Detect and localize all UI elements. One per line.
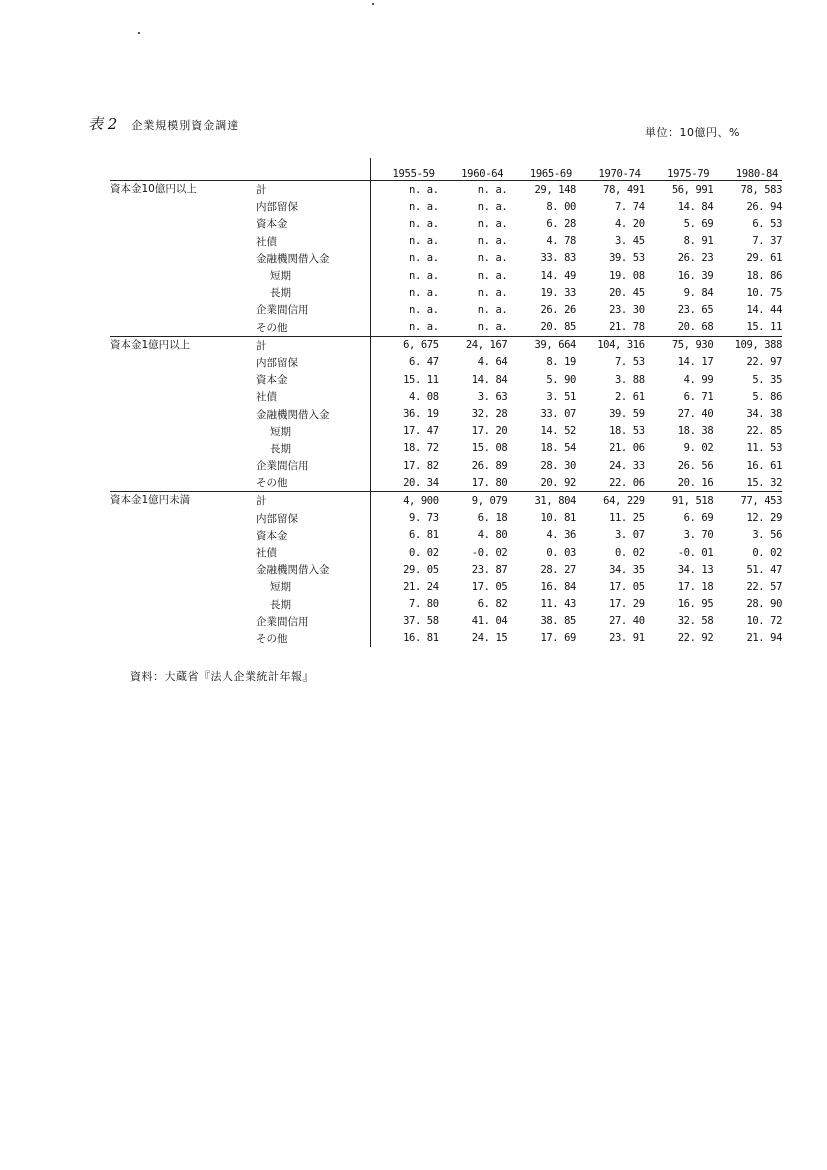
value-cell: n. a. [477, 252, 508, 265]
value-cell: 4, 900 [403, 494, 439, 507]
value-cell: 64, 229 [603, 494, 645, 507]
value-cell: 16. 39 [677, 269, 714, 282]
value-cell: 33. 07 [540, 408, 576, 421]
value-cell: 7. 74 [615, 200, 645, 213]
table-row [110, 319, 782, 337]
value-cell: n. a. [477, 183, 508, 196]
group-cell-empty [110, 510, 256, 527]
value-cell: 26. 23 [677, 252, 714, 265]
value-cell: 109, 388 [734, 339, 782, 352]
value-cell: 19. 33 [540, 286, 576, 299]
value-cell: 15. 32 [713, 474, 782, 492]
value-cell: 9. 02 [683, 442, 714, 455]
value-cell: 8. 91 [683, 235, 714, 248]
value-cell: 26. 26 [540, 303, 576, 316]
table-row [110, 578, 782, 595]
table-row [110, 250, 782, 267]
value-cell: 11. 53 [746, 442, 782, 455]
table-row [110, 510, 782, 527]
value-cell: 23. 87 [471, 563, 508, 576]
value-cell: 24, 167 [465, 339, 508, 352]
group-cell-empty [110, 319, 256, 337]
value-cell: 31, 804 [534, 494, 576, 507]
value-cell: 5. 90 [546, 373, 576, 386]
value-cell: n. a. [477, 200, 508, 213]
table-row [110, 198, 782, 215]
value-cell: 17. 47 [403, 425, 439, 438]
value-cell: 6. 47 [409, 356, 439, 369]
value-cell: 4. 64 [477, 356, 508, 369]
group-cell-empty [110, 474, 256, 492]
table-row [110, 440, 782, 457]
table-row [110, 336, 782, 354]
value-cell: 17. 05 [609, 580, 645, 593]
row-label: 社債 [256, 233, 370, 250]
value-cell: 18. 54 [540, 442, 576, 455]
value-cell: n. a. [409, 286, 439, 299]
row-label: 内部留保 [256, 354, 370, 371]
group-cell-empty [110, 354, 256, 371]
value-cell: 33. 83 [540, 252, 576, 265]
value-cell: 36. 19 [403, 408, 439, 421]
group-cell-empty [110, 596, 256, 613]
value-cell: 104, 316 [597, 339, 645, 352]
value-cell: 15. 08 [471, 442, 508, 455]
value-cell: 20. 85 [507, 319, 576, 337]
column-header: 1960-64 [439, 158, 508, 181]
value-cell: 28. 27 [540, 563, 576, 576]
value-cell: 22. 85 [746, 425, 782, 438]
value-cell: 14. 44 [746, 303, 782, 316]
value-cell: 23. 65 [677, 303, 714, 316]
table-row [110, 233, 782, 250]
value-cell: 77, 453 [740, 494, 782, 507]
group-cell-empty [110, 301, 256, 318]
table-row [110, 544, 782, 561]
value-cell: 10. 75 [746, 286, 782, 299]
value-cell: 6. 71 [683, 390, 714, 403]
section-group-label: 資本金10億円以上 [110, 183, 197, 195]
row-label: 金融機関借入金 [256, 250, 370, 267]
group-cell-empty [110, 578, 256, 595]
table-row [110, 474, 782, 492]
value-cell: n. a. [409, 303, 439, 316]
value-cell: 23. 91 [609, 632, 645, 645]
value-cell: 28. 30 [540, 459, 576, 472]
value-cell: 14. 52 [540, 425, 576, 438]
table-body [110, 181, 782, 648]
table-row [110, 613, 782, 630]
value-cell: 6. 53 [752, 217, 782, 230]
column-header: 1955-59 [370, 158, 439, 181]
value-cell: 10. 81 [540, 512, 576, 525]
column-header: 1975-79 [645, 158, 714, 181]
value-cell: 29, 148 [534, 183, 576, 196]
table-row [110, 492, 782, 510]
value-cell: n. a. [477, 286, 508, 299]
value-cell: 16. 95 [677, 598, 714, 611]
row-label: その他 [256, 474, 370, 492]
value-cell: 14. 84 [677, 200, 714, 213]
row-label: 資本金 [256, 371, 370, 388]
value-cell: 9. 84 [683, 286, 714, 299]
value-cell: -0. 01 [677, 546, 714, 559]
value-cell: 21. 94 [746, 632, 782, 645]
group-cell-empty [110, 405, 256, 422]
value-cell: 16. 61 [746, 459, 782, 472]
value-cell: 7. 80 [409, 598, 439, 611]
value-cell: 0. 03 [546, 546, 576, 559]
table-row [110, 354, 782, 371]
header-row [110, 158, 782, 181]
value-cell: 6. 18 [477, 512, 508, 525]
group-cell-empty [110, 440, 256, 457]
value-cell: 15. 11 [713, 319, 782, 337]
value-cell: 20. 92 [507, 474, 576, 492]
value-cell: 18. 72 [403, 442, 439, 455]
row-label: 短期 [256, 578, 370, 595]
value-cell: 17. 80 [439, 474, 508, 492]
value-cell: 24. 33 [609, 459, 645, 472]
value-cell: 18. 86 [746, 269, 782, 282]
section-group-label: 資本金1億円以上 [110, 338, 191, 351]
value-cell: 6. 28 [546, 217, 576, 230]
table-row [110, 215, 782, 232]
value-cell: 6, 675 [403, 339, 439, 352]
value-cell: 39. 59 [609, 408, 645, 421]
table-row [110, 301, 782, 318]
value-cell: 21. 78 [576, 319, 645, 337]
unit-note: 単位：10億円、% [645, 126, 740, 139]
value-cell: 18. 53 [609, 425, 645, 438]
value-cell: 22. 92 [677, 632, 714, 645]
value-cell: 17. 69 [540, 632, 576, 645]
row-label: 金融機関借入金 [256, 405, 370, 422]
value-cell: 11. 25 [609, 512, 645, 525]
value-cell: 20. 45 [609, 286, 645, 299]
row-label: 長期 [256, 596, 370, 613]
value-cell: 22. 57 [746, 580, 782, 593]
row-label: 社債 [256, 544, 370, 561]
value-cell: 5. 86 [752, 390, 782, 403]
value-cell: 5. 35 [752, 373, 782, 386]
table-number: 表 2 [88, 115, 118, 133]
value-cell: 28. 90 [746, 598, 782, 611]
group-cell-empty [110, 250, 256, 267]
value-cell: 7. 53 [615, 356, 645, 369]
table-row [110, 388, 782, 405]
value-cell: 14. 49 [540, 269, 576, 282]
value-cell: n. a. [477, 303, 508, 316]
value-cell: 5. 69 [683, 217, 714, 230]
value-cell: 17. 05 [471, 580, 508, 593]
group-cell-empty [110, 371, 256, 388]
value-cell: 17. 20 [471, 425, 508, 438]
value-cell: 6. 81 [409, 529, 439, 542]
value-cell: 4. 80 [477, 529, 508, 542]
value-cell: 17. 29 [609, 598, 645, 611]
value-cell: n. a. [409, 200, 439, 213]
table-row [110, 596, 782, 613]
group-cell-empty [110, 457, 256, 474]
group-cell-empty [110, 233, 256, 250]
value-cell: 20. 34 [370, 474, 439, 492]
value-cell: 6. 82 [477, 598, 508, 611]
table-row [110, 371, 782, 388]
value-cell: 6. 69 [683, 512, 714, 525]
value-cell: 32. 28 [471, 408, 508, 421]
scan-speck [372, 3, 374, 5]
group-cell-empty [110, 544, 256, 561]
value-cell: 29. 61 [746, 252, 782, 265]
value-cell: 21. 24 [403, 580, 439, 593]
row-label: 内部留保 [256, 198, 370, 215]
value-cell: 21. 06 [609, 442, 645, 455]
row-label: その他 [256, 630, 370, 647]
value-cell: 20. 68 [645, 319, 714, 337]
value-cell: 3. 88 [615, 373, 645, 386]
value-cell: 29. 05 [403, 563, 439, 576]
table-row [110, 267, 782, 284]
row-label: 内部留保 [256, 510, 370, 527]
column-header: 1970-74 [576, 158, 645, 181]
value-cell: n. a. [370, 319, 439, 337]
value-cell: 78, 583 [740, 183, 782, 196]
value-cell: 56, 991 [671, 183, 714, 196]
group-cell-empty [110, 284, 256, 301]
value-cell: 3. 70 [683, 529, 714, 542]
value-cell: 0. 02 [615, 546, 645, 559]
value-cell: 16. 81 [403, 632, 439, 645]
value-cell: 4. 20 [615, 217, 645, 230]
value-cell: 51. 47 [746, 563, 782, 576]
group-cell-empty [110, 613, 256, 630]
value-cell: n. a. [477, 235, 508, 248]
column-header: 1965-69 [507, 158, 576, 181]
value-cell: 8. 00 [546, 200, 576, 213]
column-header: 1980-84 [713, 158, 782, 181]
value-cell: n. a. [409, 217, 439, 230]
value-cell: 3. 07 [615, 529, 645, 542]
value-cell: 32. 58 [677, 615, 714, 628]
value-cell: 2. 61 [615, 390, 645, 403]
value-cell: 37. 58 [403, 615, 439, 628]
row-label: その他 [256, 319, 370, 337]
table-row [110, 630, 782, 647]
table-row [110, 405, 782, 422]
value-cell: 26. 94 [746, 200, 782, 213]
value-cell: n. a. [409, 235, 439, 248]
value-cell: 16. 84 [540, 580, 576, 593]
value-cell: 12. 29 [746, 512, 782, 525]
value-cell: 4. 99 [683, 373, 714, 386]
row-label: 短期 [256, 423, 370, 440]
group-cell-empty [110, 267, 256, 284]
group-cell-empty [110, 198, 256, 215]
value-cell: 75, 930 [671, 339, 714, 352]
table-caption [88, 113, 239, 134]
row-label: 計 [256, 492, 370, 510]
row-label: 長期 [256, 440, 370, 457]
scan-speck [138, 32, 140, 34]
value-cell: 4. 78 [546, 235, 576, 248]
row-label: 企業間信用 [256, 457, 370, 474]
value-cell: 17. 82 [403, 459, 439, 472]
value-cell: 0. 02 [409, 546, 439, 559]
value-cell: 3. 56 [752, 529, 782, 542]
value-cell: n. a. [439, 319, 508, 337]
value-cell: n. a. [477, 269, 508, 282]
value-cell: 34. 13 [677, 563, 714, 576]
value-cell: 39. 53 [609, 252, 645, 265]
value-cell: 78, 491 [603, 183, 645, 196]
group-cell-empty [110, 388, 256, 405]
value-cell: 34. 38 [746, 408, 782, 421]
value-cell: 9. 73 [409, 512, 439, 525]
row-label: 短期 [256, 267, 370, 284]
source-note: 資料：大蔵省『法人企業統計年報』 [130, 670, 314, 683]
value-cell: 22. 97 [746, 356, 782, 369]
table-row [110, 527, 782, 544]
value-cell: 8. 19 [546, 356, 576, 369]
funding-table [110, 158, 782, 647]
group-cell-empty [110, 561, 256, 578]
value-cell: 34. 35 [609, 563, 645, 576]
value-cell: 39, 664 [534, 339, 576, 352]
value-cell: 18. 38 [677, 425, 714, 438]
value-cell: 14. 17 [677, 356, 714, 369]
table-row [110, 561, 782, 578]
value-cell: -0. 02 [471, 546, 508, 559]
header-blank [110, 158, 256, 181]
table-row [110, 457, 782, 474]
value-cell: 3. 45 [615, 235, 645, 248]
row-label: 計 [256, 181, 370, 199]
table-row [110, 284, 782, 301]
table-title: 企業規模別資金調達 [131, 119, 240, 132]
value-cell: 26. 89 [471, 459, 508, 472]
value-cell: 19. 08 [609, 269, 645, 282]
value-cell: 3. 63 [477, 390, 508, 403]
group-cell-empty [110, 527, 256, 544]
value-cell: 0. 02 [752, 546, 782, 559]
value-cell: 17. 18 [677, 580, 714, 593]
value-cell: 27. 40 [677, 408, 714, 421]
group-cell-empty [110, 630, 256, 647]
value-cell: 7. 37 [752, 235, 782, 248]
value-cell: 41. 04 [471, 615, 508, 628]
row-label: 企業間信用 [256, 301, 370, 318]
value-cell: 91, 518 [671, 494, 714, 507]
value-cell: 15. 11 [403, 373, 439, 386]
value-cell: 22. 06 [576, 474, 645, 492]
header-blank [256, 158, 370, 181]
row-label: 企業間信用 [256, 613, 370, 630]
table-row [110, 181, 782, 199]
row-label: 資本金 [256, 527, 370, 544]
value-cell: 38. 85 [540, 615, 576, 628]
value-cell: 11. 43 [540, 598, 576, 611]
value-cell: 10. 72 [746, 615, 782, 628]
value-cell: 26. 56 [677, 459, 714, 472]
value-cell: 24. 15 [471, 632, 508, 645]
value-cell: n. a. [409, 252, 439, 265]
value-cell: n. a. [409, 269, 439, 282]
value-cell: 23. 30 [609, 303, 645, 316]
value-cell: 20. 16 [645, 474, 714, 492]
value-cell: n. a. [477, 217, 508, 230]
row-label: 社債 [256, 388, 370, 405]
row-label: 長期 [256, 284, 370, 301]
value-cell: 4. 36 [546, 529, 576, 542]
value-cell: 27. 40 [609, 615, 645, 628]
value-cell: 14. 84 [471, 373, 508, 386]
section-group-label: 資本金1億円未満 [110, 494, 191, 507]
value-cell: 3. 51 [546, 390, 576, 403]
row-label: 計 [256, 336, 370, 354]
value-cell: 9, 079 [471, 494, 508, 507]
value-cell: n. a. [409, 183, 439, 196]
table-row [110, 423, 782, 440]
row-label: 資本金 [256, 215, 370, 232]
value-cell: 4. 08 [409, 390, 439, 403]
row-label: 金融機関借入金 [256, 561, 370, 578]
group-cell-empty [110, 423, 256, 440]
group-cell-empty [110, 215, 256, 232]
